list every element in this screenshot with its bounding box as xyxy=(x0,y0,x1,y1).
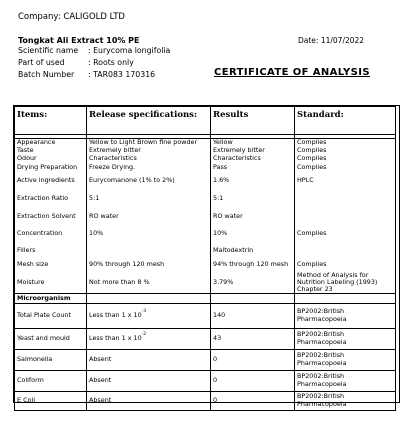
cell-spec: Characteristics xyxy=(87,155,211,163)
table-row xyxy=(15,329,396,350)
cell-standard: BP2002:British Pharmacopoeia xyxy=(295,350,396,371)
cell-spec: Not more than 8 % xyxy=(87,272,211,294)
spec-text: Absent xyxy=(89,396,112,405)
batch-number-label: Batch Number xyxy=(18,70,75,79)
section-empty-cell xyxy=(211,294,295,304)
product-name: Tongkat Ali Extract 10% PE xyxy=(18,36,140,45)
cell-spec: Yellow to Light Brown fine powder xyxy=(87,139,211,148)
column-header-specifications: Release specifications: xyxy=(87,107,211,135)
table-row xyxy=(15,258,396,272)
section-empty-cell xyxy=(87,294,211,304)
spec-text: Less than 1 x 10 xyxy=(89,311,142,320)
cell-result: 10% xyxy=(211,225,295,243)
cell-standard: BP2002:British Pharmacopoeia xyxy=(295,392,396,411)
cell-standard: HPLC xyxy=(295,172,396,190)
batch-number-value: : TAR083 170316 xyxy=(88,70,156,79)
table-row xyxy=(15,371,396,392)
scientific-name-label: Scientific name xyxy=(18,46,79,55)
table-row xyxy=(15,172,396,190)
spec-text: Absent xyxy=(89,355,112,364)
cell-standard: Complies xyxy=(295,163,396,172)
cell-spec xyxy=(87,304,211,329)
cell-result: 94% through 120 mesh xyxy=(211,258,295,272)
cell-spec xyxy=(87,350,211,371)
table-row xyxy=(15,139,396,148)
scientific-name-value: : Eurycoma longifolia xyxy=(88,46,171,55)
cell-result: Extremely bitter xyxy=(211,147,295,155)
table-row xyxy=(15,272,396,294)
cell-item: Extraction Solvent xyxy=(15,208,87,225)
cell-result: 0 xyxy=(211,371,295,392)
cell-result: Pass xyxy=(211,163,295,172)
column-header-items: Items: xyxy=(15,107,87,135)
cell-standard: BP2002:British Pharmacopoeia xyxy=(295,371,396,392)
cell-item: Extraction Ratio xyxy=(15,190,87,208)
document-date: Date: 11/07/2022 xyxy=(298,36,365,45)
cell-item: Fillers xyxy=(15,243,87,258)
column-header-standard: Standard: xyxy=(295,107,396,135)
spec-exponent: -3 xyxy=(141,309,147,315)
cell-item: Mesh size xyxy=(15,258,87,272)
cell-result: 0 xyxy=(211,350,295,371)
table-row xyxy=(15,304,396,329)
section-empty-cell xyxy=(295,294,396,304)
cell-standard: Method of Analysis for Nutrition Labeling (1993) Chapter 23 xyxy=(295,272,396,294)
cell-spec: Extremely bitter xyxy=(87,147,211,155)
cell-item: E Coli xyxy=(15,392,87,411)
cell-standard xyxy=(295,208,396,225)
spec-exponent: -2 xyxy=(141,332,147,338)
table-row xyxy=(15,243,396,258)
cell-spec xyxy=(87,371,211,392)
cell-spec xyxy=(87,243,211,258)
cell-spec xyxy=(87,392,211,411)
spec-text: Absent xyxy=(89,376,112,385)
cell-item: Active ingredients xyxy=(15,172,87,190)
cell-standard: Complies xyxy=(295,147,396,155)
table-row xyxy=(15,190,396,208)
cell-item: Yeast and mould xyxy=(15,329,87,350)
cell-spec: RO water xyxy=(87,208,211,225)
cell-result: 1.6% xyxy=(211,172,295,190)
certificate-title: CERTIFICATE OF ANALYSIS xyxy=(214,67,370,78)
cell-spec xyxy=(87,329,211,350)
cell-standard xyxy=(295,190,396,208)
company-name: Company: CALIGOLD LTD xyxy=(18,12,125,22)
analysis-table xyxy=(14,106,396,411)
cell-standard: Complies xyxy=(295,225,396,243)
column-header-results: Results xyxy=(211,107,295,135)
cell-spec: 90% through 120 mesh xyxy=(87,258,211,272)
cell-result: 43 xyxy=(211,329,295,350)
part-used-value: : Roots only xyxy=(88,58,134,67)
cell-item: Moisture xyxy=(15,272,87,294)
cell-result: Maltodextrin xyxy=(211,243,295,258)
cell-item: Salmonella xyxy=(15,350,87,371)
cell-standard: BP2002:British Pharmacopoeia xyxy=(295,304,396,329)
analysis-table-frame xyxy=(13,105,400,408)
cell-item: Concentration xyxy=(15,225,87,243)
cell-result: 140 xyxy=(211,304,295,329)
cell-spec: Freeze Drying. xyxy=(87,163,211,172)
table-header-row xyxy=(15,107,396,135)
cell-item: Total Plate Count xyxy=(15,304,87,329)
cell-item: Coliform xyxy=(15,371,87,392)
cell-standard: Complies xyxy=(295,139,396,148)
table-row xyxy=(15,208,396,225)
cell-standard: Complies xyxy=(295,155,396,163)
table-row xyxy=(15,392,396,411)
cell-result: 0 xyxy=(211,392,295,411)
section-row xyxy=(15,294,396,304)
cell-spec: 10% xyxy=(87,225,211,243)
cell-item: Taste xyxy=(15,147,87,155)
cell-item: Drying Preparation xyxy=(15,163,87,172)
table-row xyxy=(15,163,396,172)
table-row xyxy=(15,350,396,371)
cell-result: RO water xyxy=(211,208,295,225)
cell-spec: Eurycomanone (1% to 2%) xyxy=(87,172,211,190)
spec-text: Less than 1 x 10 xyxy=(89,334,142,343)
table-row xyxy=(15,147,396,155)
cell-standard xyxy=(295,243,396,258)
cell-result: Yellow xyxy=(211,139,295,148)
cell-result: Characteristics xyxy=(211,155,295,163)
part-used-label: Part of used xyxy=(18,58,65,67)
cell-result: 3.79% xyxy=(211,272,295,294)
cell-standard: Complies xyxy=(295,258,396,272)
cell-item: Appearance xyxy=(15,139,87,148)
cell-result: 5:1 xyxy=(211,190,295,208)
cell-item: Odour xyxy=(15,155,87,163)
cell-spec: 5:1 xyxy=(87,190,211,208)
cell-standard: BP2002:British Pharmacopoeia xyxy=(295,329,396,350)
section-label-microorganism: Microorganism xyxy=(15,294,87,304)
table-row xyxy=(15,225,396,243)
table-row xyxy=(15,155,396,163)
